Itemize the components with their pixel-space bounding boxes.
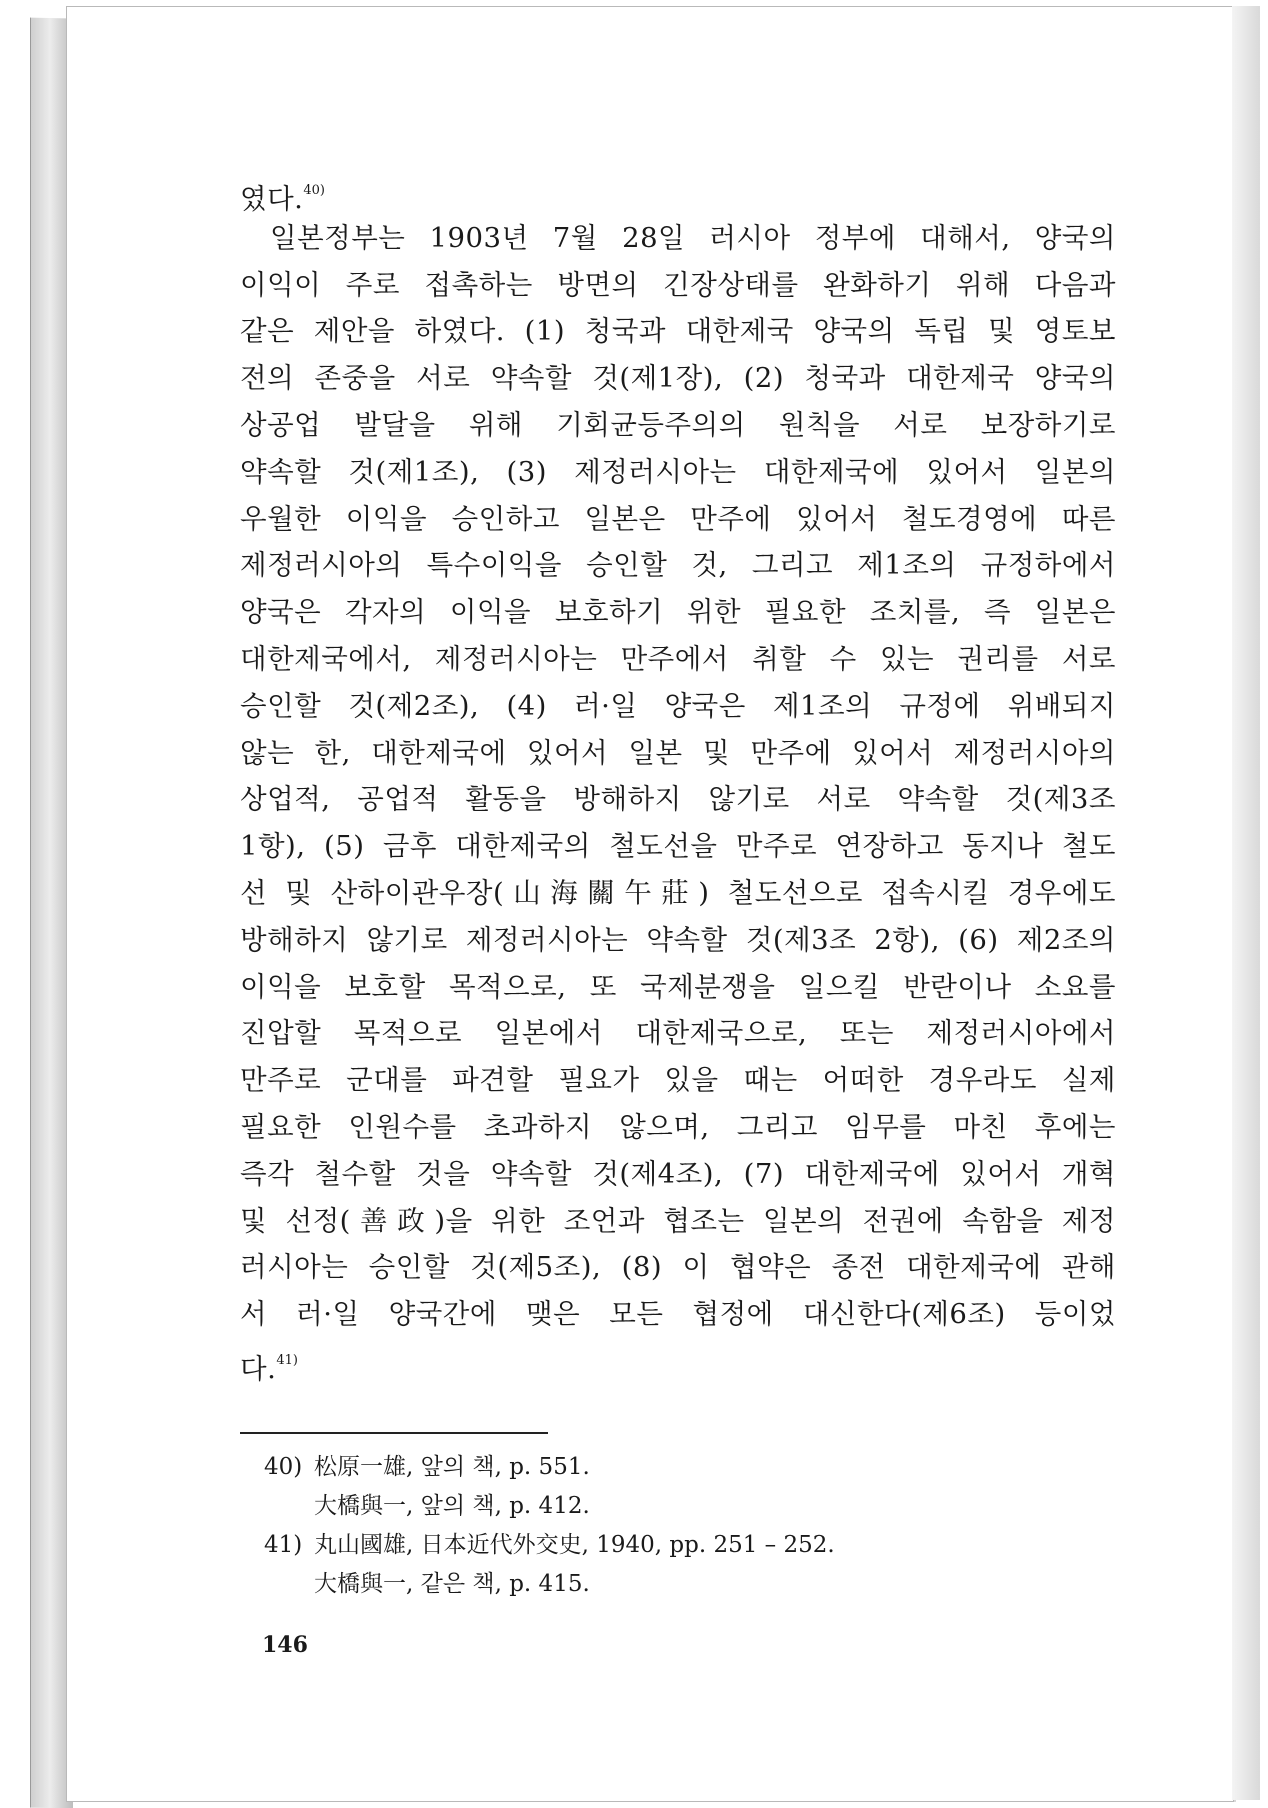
footnote-text: 丸山國雄, 日本近代外交史, 1940, pp. 251 – 252. xyxy=(314,1532,835,1558)
text-line: 및 선정(善政)을 위한 조언과 협조는 일본의 전권에 속함을 제정 xyxy=(240,1204,1116,1237)
text-line: 약속할 것(제1조), (3) 제정러시아는 대한제국에 있어서 일본의 xyxy=(240,455,1116,488)
text-line: 일본정부는 1903년 7월 28일 러시아 정부에 대해서, 양국의 xyxy=(270,221,1116,254)
page-number: 146 xyxy=(262,1632,308,1658)
body-text xyxy=(240,168,1116,1385)
text-line: 즉각 철수할 것을 약속할 것(제4조), (7) 대한제국에 있어서 개혁 xyxy=(240,1157,1116,1190)
text-line: 이익이 주로 접촉하는 방면의 긴장상태를 완화하기 위해 다음과 xyxy=(240,268,1116,301)
page-edge-shadow xyxy=(1232,6,1260,1800)
footnotes xyxy=(264,1448,1084,1604)
text-line: 이익을 보호할 목적으로, 또 국제분쟁을 일으킬 반란이나 소요를 xyxy=(240,970,1116,1003)
footnote-41 xyxy=(264,1526,1084,1565)
text-line: 진압할 목적으로 일본에서 대한제국으로, 또는 제정러시아에서 xyxy=(240,1017,1116,1050)
text-line: 상공업 발달을 위해 기회균등주의의 원칙을 서로 보장하기로 xyxy=(240,408,1116,441)
text-line: 선 및 산하이관우장(山海關午莊) 철도선으로 접속시킬 경우에도 xyxy=(240,876,1116,909)
text-line: 전의 존중을 서로 약속할 것(제1장), (2) 청국과 대한제국 양국의 xyxy=(240,362,1116,395)
text-line: 필요한 인원수를 초과하지 않으며, 그리고 임무를 마친 후에는 xyxy=(240,1110,1116,1143)
text-line: 러시아는 승인할 것(제5조), (8) 이 협약은 종전 대한제국에 관해 xyxy=(240,1251,1116,1284)
last-line-text: 다. xyxy=(240,1352,277,1385)
text-line: 상업적, 공업적 활동을 방해하지 않기로 서로 약속할 것(제3조 xyxy=(240,783,1116,816)
text-line: 대한제국에서, 제정러시아는 만주에서 취할 수 있는 권리를 서로 xyxy=(240,642,1116,675)
text-line: 같은 제안을 하였다. (1) 청국과 대한제국 양국의 독립 및 영토보 xyxy=(240,315,1116,348)
footnote-text: 大橋與一, 같은 책, p. 415. xyxy=(314,1571,590,1597)
footnote-text: 大橋與一, 앞의 책, p. 412. xyxy=(314,1493,590,1519)
text-line: 양국은 각자의 이익을 보호하기 위한 필요한 조치를, 즉 일본은 xyxy=(240,596,1116,629)
text-line: 서 러·일 양국간에 맺은 모든 협정에 대신한다(제6조) 등이었 xyxy=(240,1298,1116,1331)
footnote-40 xyxy=(264,1448,1084,1487)
text-line: 1항), (5) 금후 대한제국의 철도선을 만주로 연장하고 동지나 철도 xyxy=(240,830,1116,863)
text-line: 않는 한, 대한제국에 있어서 일본 및 만주에 있어서 제정러시아의 xyxy=(240,736,1116,769)
text-line: 제정러시아의 특수이익을 승인할 것, 그리고 제1조의 규정하에서 xyxy=(240,549,1116,582)
text-line: 방해하지 않기로 제정러시아는 약속할 것(제3조 2항), (6) 제2조의 xyxy=(240,923,1116,956)
text-line: 승인할 것(제2조), (4) 러·일 양국은 제1조의 규정에 위배되지 xyxy=(240,689,1116,722)
footnote-ref-40: 40) xyxy=(303,183,325,198)
paragraph-continuation xyxy=(240,168,1116,215)
footnote-text: 松原一雄, 앞의 책, p. 551. xyxy=(314,1454,590,1480)
footnote-ref-41: 41) xyxy=(276,1352,298,1368)
footnote-41-continued xyxy=(264,1565,1084,1604)
footnote-divider xyxy=(240,1432,548,1434)
paragraph-last-line xyxy=(240,1338,1116,1385)
footnote-40-continued xyxy=(264,1487,1084,1526)
footnote-number: 41) xyxy=(264,1532,303,1558)
text-line: 우월한 이익을 승인하고 일본은 만주에 있어서 철도경영에 따른 xyxy=(240,502,1116,535)
text-line: 만주로 군대를 파견할 필요가 있을 때는 어떠한 경우라도 실제 xyxy=(240,1064,1116,1097)
footnote-number: 40) xyxy=(264,1454,303,1480)
continuation-text: 였다. xyxy=(240,183,304,215)
